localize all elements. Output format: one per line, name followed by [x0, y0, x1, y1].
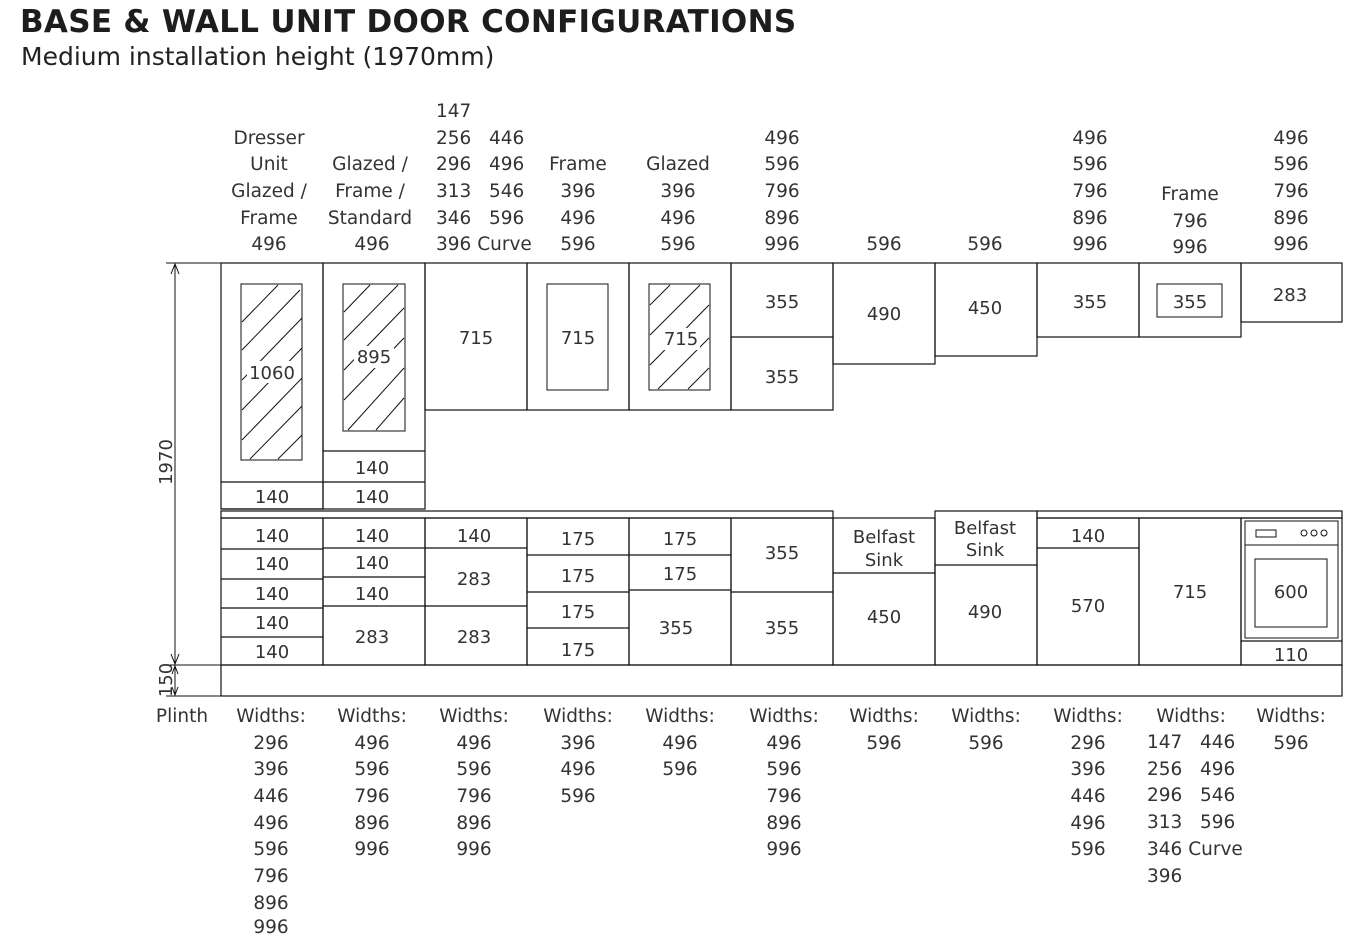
- width-value: 896: [766, 813, 802, 834]
- top-label-line: 896: [1273, 208, 1309, 229]
- width-value: 596: [1070, 839, 1106, 860]
- panel-height: 600: [1273, 582, 1309, 603]
- widths-heading: Widths:: [749, 706, 819, 727]
- panel-height: 140: [354, 458, 390, 479]
- top-label-line: Frame /: [335, 181, 405, 202]
- width-value: 996: [766, 839, 802, 860]
- width-value: 147 446: [1147, 732, 1236, 753]
- panel-height: 140: [254, 613, 290, 634]
- top-label-line: 496: [354, 234, 390, 255]
- width-value: 796: [354, 786, 390, 807]
- top-label-line: 596: [660, 234, 696, 255]
- panel-height: 175: [662, 564, 698, 585]
- width-value: 596: [766, 759, 802, 780]
- top-label-line: 313 546: [436, 181, 525, 202]
- panel-label: Belfast: [852, 527, 916, 548]
- width-value: 596: [1273, 733, 1309, 754]
- width-value: 996: [354, 839, 390, 860]
- top-label-line: 596: [866, 234, 902, 255]
- width-value: 496: [354, 733, 390, 754]
- panel-height: 715: [663, 329, 699, 350]
- panel-label: Sink: [965, 540, 1005, 561]
- panel-height: 283: [1272, 285, 1308, 306]
- width-value: 596: [662, 759, 698, 780]
- wall-unit-col-4: [629, 263, 731, 410]
- base-units: [221, 511, 1342, 696]
- worktop: [221, 511, 1342, 518]
- width-value: 296: [253, 733, 289, 754]
- width-value: 296: [1070, 733, 1106, 754]
- widths-heading: Widths:: [1156, 706, 1226, 727]
- width-value: 596: [968, 733, 1004, 754]
- top-label-line: 596: [560, 234, 596, 255]
- oven-icon: [1245, 521, 1338, 638]
- width-value: 596: [866, 733, 902, 754]
- base-unit-col-8: [1037, 518, 1139, 665]
- width-value: 346 Curve: [1147, 839, 1243, 860]
- widths-heading: Widths:: [849, 706, 919, 727]
- width-value: 496: [766, 733, 802, 754]
- widths-heading: Widths:: [543, 706, 613, 727]
- panel-label: Sink: [864, 550, 904, 571]
- panel-height: 715: [458, 328, 494, 349]
- top-label-line: 496: [764, 128, 800, 149]
- top-label-line: Frame: [240, 208, 298, 229]
- top-width-labels: [231, 101, 1309, 258]
- panel-height: 355: [764, 292, 800, 313]
- panel-height: 355: [1172, 292, 1208, 313]
- top-label-line: Unit: [250, 154, 288, 175]
- panel-height: 570: [1070, 596, 1106, 617]
- widths-heading: Widths:: [1256, 706, 1326, 727]
- width-value: 396: [1147, 866, 1183, 887]
- widths-heading: Widths:: [236, 706, 306, 727]
- panel-height: 140: [456, 526, 492, 547]
- width-value: 596: [354, 759, 390, 780]
- panel-height: 715: [560, 328, 596, 349]
- wall-unit-col-6: [833, 263, 935, 364]
- panel-height: 355: [764, 367, 800, 388]
- top-label-line: 596: [764, 154, 800, 175]
- top-label-line: 996: [1172, 237, 1208, 258]
- panel-height: 140: [254, 584, 290, 605]
- top-label-line: 396: [660, 181, 696, 202]
- width-value: 396: [253, 759, 289, 780]
- panel-height: 140: [354, 584, 390, 605]
- panel-height: 490: [866, 304, 902, 325]
- bottom-width-labels: [236, 706, 1326, 935]
- top-label-line: 596: [1273, 154, 1309, 175]
- top-label-col-8: [1072, 128, 1107, 255]
- widths-heading: Widths:: [951, 706, 1021, 727]
- panel-label: Belfast: [953, 518, 1017, 539]
- width-value: 496: [253, 813, 289, 834]
- top-label-col-3: [549, 154, 607, 255]
- top-label-line: Glazed /: [332, 154, 408, 175]
- panel-height: 140: [254, 554, 290, 575]
- width-value: 256 496: [1147, 759, 1236, 780]
- width-value: 496: [456, 733, 492, 754]
- width-value: 296 546: [1147, 785, 1236, 806]
- top-label-line: 596: [967, 234, 1003, 255]
- panel-height: 140: [254, 526, 290, 547]
- widths-col-6: [849, 706, 919, 754]
- widths-col-8: [1053, 706, 1123, 860]
- top-label-line: 596: [1072, 154, 1108, 175]
- plinth-label: Plinth: [155, 706, 209, 727]
- width-value: 896: [253, 893, 289, 914]
- panel-height: 355: [764, 618, 800, 639]
- top-label-line: 396: [560, 181, 596, 202]
- height-dimension: [156, 263, 221, 727]
- panel-height: 175: [560, 529, 596, 550]
- width-value: 496: [662, 733, 698, 754]
- top-label-col-1: [328, 154, 412, 255]
- top-label-line: Glazed /: [231, 181, 307, 202]
- plinth-strip: [221, 665, 1342, 696]
- widths-heading: Widths:: [439, 706, 509, 727]
- width-value: 396: [560, 733, 596, 754]
- top-label-line: 256 446: [436, 128, 525, 149]
- panel-height: 895: [356, 347, 392, 368]
- top-label-line: 796: [1172, 211, 1208, 232]
- top-label-line: 796: [764, 181, 800, 202]
- top-label-col-4: [646, 154, 710, 255]
- width-value: 796: [456, 786, 492, 807]
- panel-height: 355: [658, 618, 694, 639]
- widths-col-4: [645, 706, 715, 780]
- base-unit-col-1: [323, 518, 425, 665]
- base-unit-col-10: [1241, 518, 1342, 666]
- width-value: 996: [456, 839, 492, 860]
- width-value: 496: [1070, 813, 1106, 834]
- widths-col-7: [951, 706, 1021, 754]
- widths-col-5: [749, 706, 819, 860]
- width-value: 396: [1070, 759, 1106, 780]
- plinth-height-label: 150: [156, 662, 177, 698]
- base-unit-col-9: [1139, 518, 1241, 665]
- top-label-line: Frame: [549, 154, 607, 175]
- wall-unit-col-7: [935, 263, 1037, 356]
- panel-height: 110: [1273, 645, 1309, 666]
- base-unit-col-5: [731, 518, 833, 665]
- wall-unit-col-5: [731, 263, 833, 410]
- wall-unit-col-2: [425, 263, 527, 410]
- wall-unit-col-0: [221, 263, 323, 509]
- top-label-col-6: [866, 234, 901, 255]
- width-value: 896: [354, 813, 390, 834]
- panel-height: 175: [560, 640, 596, 661]
- top-label-line: 496: [1273, 128, 1309, 149]
- top-label-line: Dresser: [233, 128, 305, 149]
- panel-height: 490: [967, 602, 1003, 623]
- wall-unit-col-3: [527, 263, 629, 410]
- width-value: 796: [253, 866, 289, 887]
- top-label-line: 796: [1072, 181, 1108, 202]
- width-value: 446: [1070, 786, 1106, 807]
- base-unit-col-0: [221, 518, 323, 665]
- base-unit-col-4: [629, 518, 731, 665]
- widths-heading: Widths:: [337, 706, 407, 727]
- top-label-line: 996: [1072, 234, 1108, 255]
- panel-height: 283: [456, 569, 492, 590]
- panel-height: 715: [1172, 582, 1208, 603]
- widths-col-9: [1147, 706, 1243, 887]
- panel-height: 175: [560, 566, 596, 587]
- top-label-col-9: [1161, 184, 1219, 258]
- panel-height: 175: [662, 529, 698, 550]
- width-value: 496: [560, 759, 596, 780]
- top-label-line: 396 Curve: [436, 234, 532, 255]
- panel-height: 450: [866, 607, 902, 628]
- top-label-line: 796: [1273, 181, 1309, 202]
- width-value: 996: [253, 917, 289, 935]
- width-value: 596: [560, 786, 596, 807]
- panel-height: 450: [967, 298, 1003, 319]
- top-label-line: 496: [1072, 128, 1108, 149]
- wall-unit-col-9: [1139, 263, 1241, 337]
- top-label-line: 496: [251, 234, 287, 255]
- height-label: 1970: [156, 439, 177, 485]
- top-label-line: 496: [660, 208, 696, 229]
- widths-col-3: [543, 706, 613, 807]
- panel-height: 140: [354, 553, 390, 574]
- panel-height: 1060: [249, 363, 295, 384]
- panel-height: 283: [354, 627, 390, 648]
- width-value: 796: [766, 786, 802, 807]
- width-value: 596: [456, 759, 492, 780]
- top-label-line: 346 596: [436, 208, 525, 229]
- width-value: 446: [253, 786, 289, 807]
- page-title: BASE & WALL UNIT DOOR CONFIGURATIONS: [20, 4, 797, 40]
- top-label-line: Glazed: [646, 154, 710, 175]
- widths-heading: Widths:: [645, 706, 715, 727]
- top-label-line: 996: [764, 234, 800, 255]
- panel-height: 355: [1072, 292, 1108, 313]
- width-value: 896: [456, 813, 492, 834]
- panel-height: 140: [254, 487, 290, 508]
- wall-units: [221, 263, 1342, 509]
- panel-height: 140: [354, 526, 390, 547]
- top-label-line: 147: [436, 101, 472, 122]
- base-unit-col-6: [833, 518, 935, 665]
- top-label-line: 896: [764, 208, 800, 229]
- top-label-col-7: [967, 234, 1002, 255]
- wall-unit-col-1: [323, 263, 425, 509]
- panel-height: 283: [456, 627, 492, 648]
- base-unit-col-3: [527, 518, 629, 665]
- top-label-line: Standard: [327, 208, 413, 229]
- panel-height: 140: [254, 642, 290, 663]
- base-unit-col-7: [935, 511, 1037, 665]
- wall-unit-col-10: [1241, 263, 1342, 322]
- width-value: 596: [253, 839, 289, 860]
- wall-unit-col-8: [1037, 263, 1139, 337]
- panel-height: 355: [764, 543, 800, 564]
- top-label-line: 896: [1072, 208, 1108, 229]
- page-subtitle: Medium installation height (1970mm): [21, 42, 495, 71]
- widths-col-2: [439, 706, 509, 860]
- top-label-line: Frame: [1161, 184, 1219, 205]
- widths-heading: Widths:: [1053, 706, 1123, 727]
- widths-col-1: [337, 706, 407, 860]
- top-label-line: 996: [1273, 234, 1309, 255]
- width-value: 313 596: [1147, 812, 1236, 833]
- top-label-line: 296 496: [436, 154, 525, 175]
- top-label-col-0: [231, 128, 308, 255]
- top-label-col-10: [1273, 128, 1308, 255]
- base-unit-col-2: [425, 518, 527, 665]
- top-label-col-5: [764, 128, 799, 255]
- panel-height: 140: [354, 487, 390, 508]
- panel-height: 175: [560, 602, 596, 623]
- top-label-col-2: [436, 101, 532, 255]
- widths-col-10: [1256, 706, 1326, 754]
- widths-col-0: [236, 706, 306, 935]
- top-label-line: 496: [560, 208, 596, 229]
- panel-height: 140: [1070, 526, 1106, 547]
